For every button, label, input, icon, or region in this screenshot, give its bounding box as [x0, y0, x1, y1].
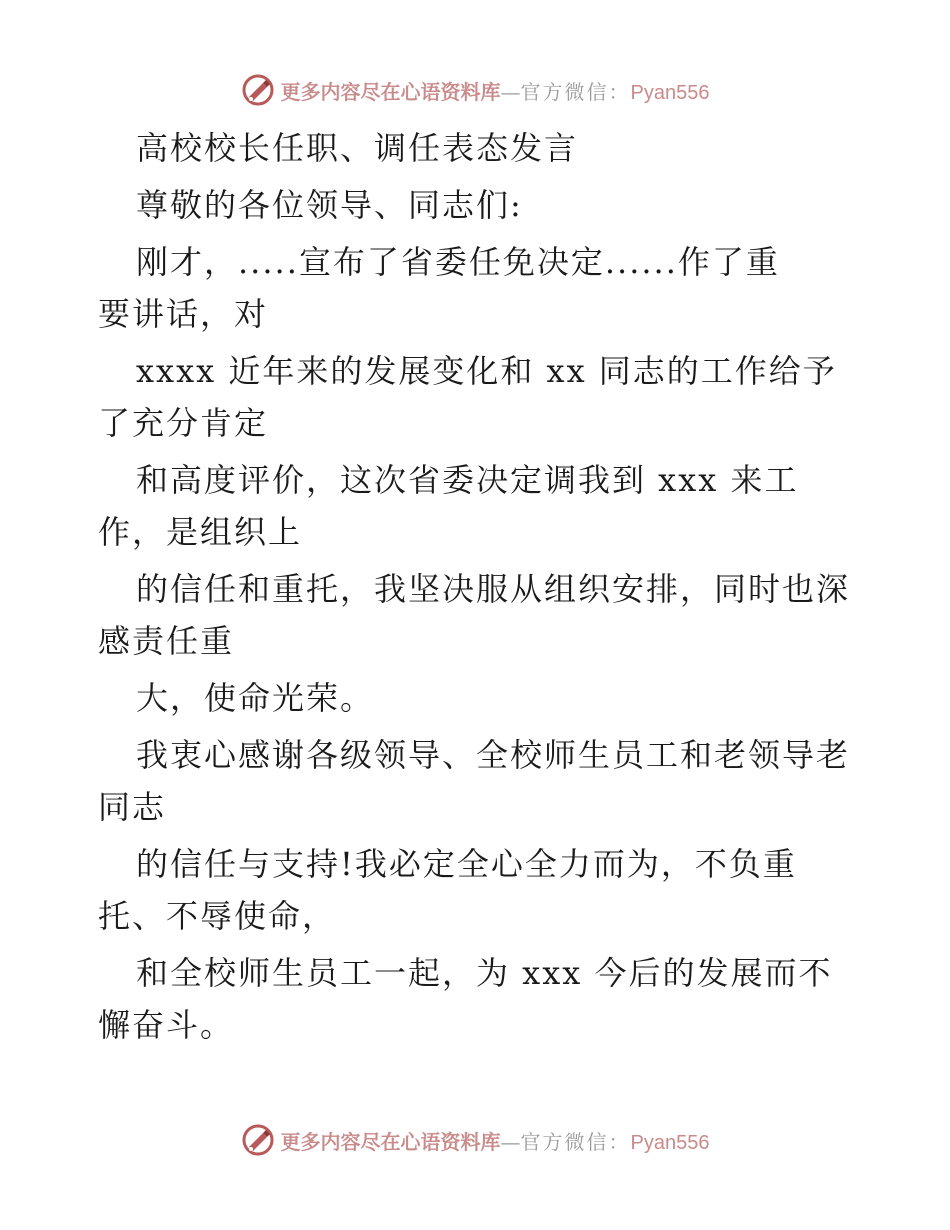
- body-line: 的信任与支持!我必定全心全力而为，不负重: [136, 845, 797, 883]
- body-line: 托、不辱使命，: [98, 897, 337, 935]
- footer-official-label: 官方微信：: [520, 1129, 631, 1154]
- header-dash: —: [500, 79, 521, 104]
- footer-banner[interactable]: [0, 1120, 950, 1160]
- body-line: 刚才，.....宣布了省委任免决定......作了重: [136, 243, 780, 281]
- body-line: 的信任和重托，我坚决服从组织安排，同时也深: [136, 570, 851, 608]
- document-body: [98, 122, 858, 1051]
- body-line: 要讲话，对: [98, 295, 269, 333]
- header-banner[interactable]: [0, 70, 950, 110]
- body-line: 同志: [98, 788, 167, 826]
- header-wechat-id: Pyan556: [630, 81, 710, 104]
- body-line: 了充分肯定: [98, 404, 269, 442]
- header-official-label: 官方微信：: [520, 79, 631, 104]
- document-title: 高校校长任职、调任表态发言: [136, 129, 579, 167]
- pen-logo-icon: [241, 73, 275, 107]
- footer-wechat-id: Pyan556: [630, 1131, 710, 1154]
- footer-site-name: 更多内容尽在心语资料库: [280, 1129, 501, 1154]
- body-line: 懈奋斗。: [98, 1006, 235, 1044]
- body-line: 和全校师生员工一起，为 xxx 今后的发展而不: [136, 954, 833, 992]
- salutation: 尊敬的各位领导、同志们:: [136, 186, 523, 224]
- header-site-name: 更多内容尽在心语资料库: [280, 79, 501, 104]
- body-line: 我衷心感谢各级领导、全校师生员工和老领导老: [136, 736, 851, 774]
- pen-logo-icon: [241, 1123, 275, 1157]
- body-line: 感责任重: [98, 622, 235, 660]
- body-line: xxxx 近年来的发展变化和 xx 同志的工作给予: [136, 352, 837, 390]
- body-line: 和高度评价，这次省委决定调我到 xxx 来工: [136, 461, 799, 499]
- body-line: 作，是组织上: [98, 513, 303, 551]
- footer-dash: —: [500, 1129, 521, 1154]
- body-line: 大，使命光荣。: [136, 679, 375, 717]
